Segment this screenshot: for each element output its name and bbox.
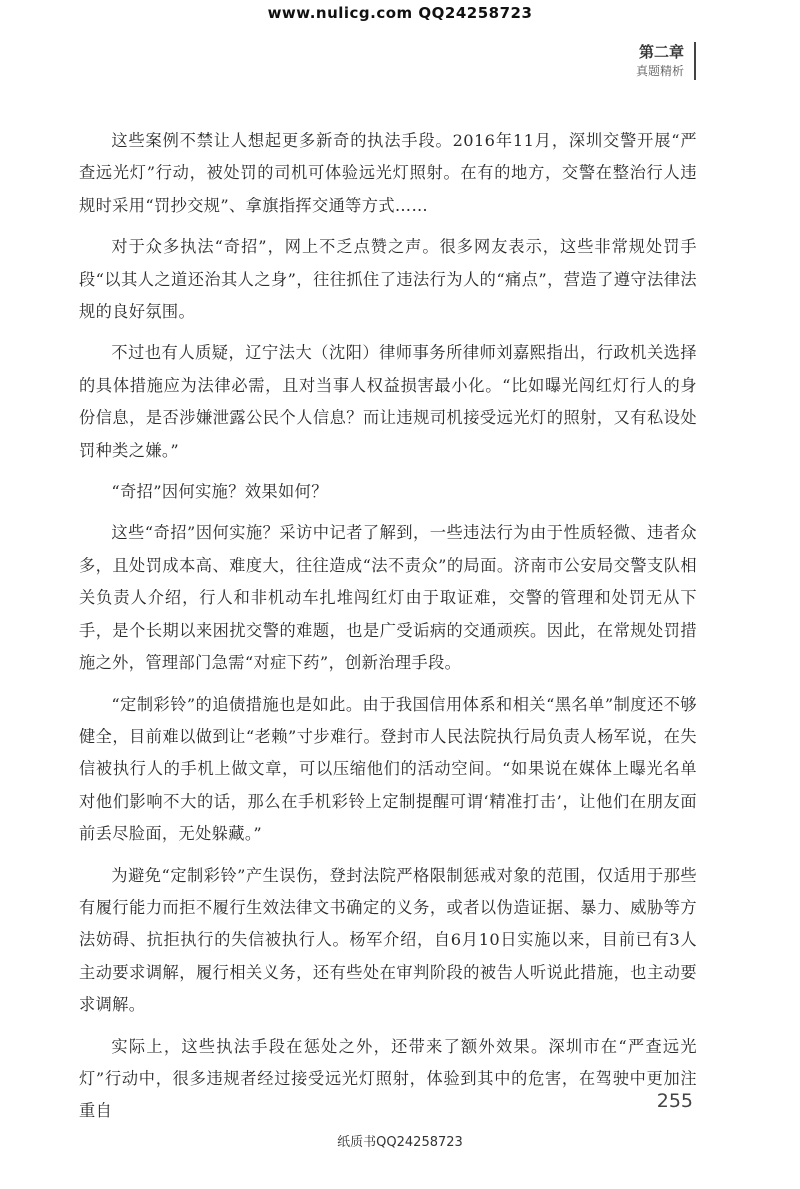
paragraph: 这些案例不禁让人想起更多新奇的执法手段。2016年11月，深圳交警开展“严查远光灯”行动，被处罚的司机可体验远光灯照射。在有的地方，交警在整治行人违规时采用“罚抄交规”、拿旗指挥交通等方式…… [79, 131, 697, 215]
paragraph: 这些“奇招”因何实施？采访中记者了解到，一些违法行为由于性质轻微、违者众多，且处罚成本高、难度大，往往造成“法不责众”的局面。济南市公安局交警支队相关负责人介绍，行人和非机动车扎堆闯红灯由于取证难，交警的管理和处罚无从下手，是个长期以来困扰交警的难题，也是广受诟病的交通顽疾。因此，在常规处罚措施之外，管理部门急需“对症下药”，创新治理手段。 [79, 523, 697, 673]
paragraph: 实际上，这些执法手段在惩处之外，还带来了额外效果。深圳市在“严查远光灯”行动中，很多违规者经过接受远光灯照射，体验到其中的危害，在驾驶中更加注重自 [79, 1036, 697, 1121]
bottom-watermark: 纸质书QQ24258723 [337, 1135, 463, 1150]
paragraph: 不过也有人质疑，辽宁法大（沈阳）律师事务所律师刘嘉熙指出，行政机关选择的具体措施应为法律必需，且对当事人权益损害最小化。“比如曝光闯红灯行人的身份信息，是否涉嫌泄露公民个人信息？而让违规司机接受远光灯的照射，又有私设处罚种类之嫌。” [79, 343, 697, 460]
chapter-header [636, 42, 696, 80]
paragraph: 对于众多执法“奇招”，网上不乏点赞之声。很多网友表示，这些非常规处罚手段“以其人之道还治其人之身”，往往抓住了违法行为人的“痛点”，营造了遵守法律法规的良好氛围。 [79, 237, 697, 322]
paragraph: “定制彩铃”的追债措施也是如此。由于我国信用体系和相关“黑名单”制度还不够健全，目前难以做到让“老赖”寸步难行。登封市人民法院执行局负责人杨军说，在失信被执行人的手机上做文章，可以压缩他们的活动空间。“如果说在媒体上曝光名单对他们影响不大的话，那么在手机彩铃上定制提醒可谓‘精准打击’，让他们在朋友面前丢尽脸面，无处躲藏。” [79, 694, 697, 844]
chapter-subtitle: 真题精析 [635, 64, 684, 78]
chapter-title: 第二章 [638, 43, 684, 61]
page-number: 255 [656, 1090, 693, 1112]
body-text [79, 125, 697, 1128]
top-watermark: www.nulicg.com QQ24258723 [267, 4, 533, 22]
paragraph: 为避免“定制彩铃”产生误伤，登封法院严格限制惩戒对象的范围，仅适用于那些有履行能力而拒不履行生效法律文书确定的义务，或者以伪造证据、暴力、威胁等方法妨碍、抗拒执行的失信被执行人。杨军介绍，自6月10日实施以来，目前已有3人主动要求调解，履行相关义务，还有些处在审判阶段的被告人听说此措施，也主动要求调解。 [79, 865, 697, 1015]
section-question: “奇招”因何实施？效果如何？ [111, 482, 328, 502]
